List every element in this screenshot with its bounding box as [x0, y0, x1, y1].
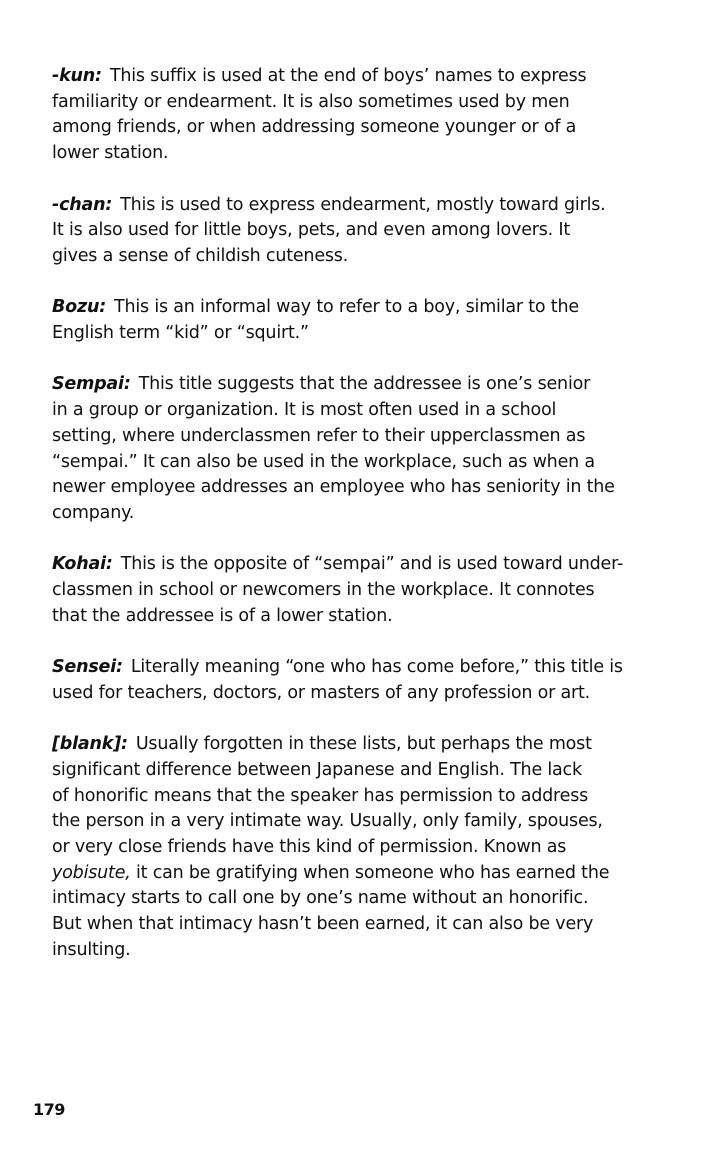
honorific-term: -kun: — [52, 66, 102, 86]
definition-text: familiarity or endearment. It is also sometimes used by men — [52, 91, 570, 112]
definition-text: This suffix is used at the end of boys’ names to express — [109, 66, 587, 86]
text-line — [52, 90, 692, 116]
honorific-entry — [52, 655, 692, 706]
definition-text: English term “kid” or “squirt.” — [52, 323, 309, 343]
text-line — [52, 398, 692, 424]
definition-text: setting, where underclassmen refer to their upperclassmen as — [52, 425, 586, 446]
honorific-term: Sempai: — [52, 374, 131, 395]
text-line — [52, 655, 692, 681]
honorific-entry — [52, 193, 692, 270]
honorific-entry — [52, 552, 692, 629]
text-line — [52, 835, 692, 861]
text-line — [52, 758, 692, 784]
definition-text: But when that intimacy hasn’t been earned, it can also be very — [52, 914, 594, 935]
definition-text: it can be gratifying when someone who has earned the — [130, 862, 610, 883]
definition-text: the person in a very intimate way. Usually, only family, spouses, — [52, 811, 603, 832]
text-line — [52, 578, 692, 604]
honorific-entry — [52, 732, 692, 963]
definition-text: This is an informal way to refer to a boy, similar to the — [114, 297, 579, 318]
italic-term: yobisute, — [52, 862, 131, 883]
text-line — [52, 244, 692, 270]
text-line — [52, 218, 692, 244]
text-line — [52, 552, 692, 578]
text-line — [52, 784, 692, 810]
text-line — [52, 115, 692, 141]
definition-text: in a group or organization. It is most often used in a school — [52, 400, 557, 421]
text-line — [52, 475, 692, 501]
definition-text: that the addressee is of a lower station. — [52, 605, 393, 626]
text-line — [52, 861, 692, 887]
text-line — [52, 912, 692, 938]
text-line — [52, 372, 692, 398]
honorific-term: -chan: — [52, 194, 113, 215]
text-line — [52, 450, 692, 476]
definition-text: “sempai.” It can also be used in the workplace, such as when a — [52, 451, 595, 472]
definition-text: insulting. — [52, 939, 131, 960]
honorific-entry — [52, 372, 692, 526]
definition-text: company. — [52, 502, 135, 523]
text-line — [52, 604, 692, 630]
definition-text: significant difference between Japanese and English. The lack — [52, 759, 582, 780]
definition-text: Usually forgotten in these lists, but perhaps the most — [135, 734, 592, 755]
text-line — [52, 809, 692, 835]
text-line — [52, 424, 692, 450]
definition-text: This is used to express endearment, mostly toward girls. — [120, 194, 606, 215]
definition-text: used for teachers, doctors, or masters of any profession or art. — [52, 682, 591, 703]
text-line — [52, 64, 692, 90]
text-line — [52, 295, 692, 321]
honorific-entry — [52, 295, 692, 346]
definition-text: among friends, or when addressing someone younger or of a — [52, 117, 577, 138]
honorific-term: Bozu: — [52, 297, 107, 318]
text-line — [52, 938, 692, 964]
text-line — [52, 321, 692, 347]
honorific-term: Kohai: — [52, 554, 113, 575]
text-line — [52, 681, 692, 707]
definition-text: It is also used for little boys, pets, and even among lovers. It — [52, 220, 571, 241]
honorific-term: Sensei: — [52, 657, 123, 678]
definition-text: Literally meaning “one who has come before,” this title is — [130, 657, 623, 678]
definition-text: lower station. — [52, 143, 169, 164]
definition-text: intimacy starts to call one by one’s name without an honorific. — [52, 888, 589, 909]
definition-text: gives a sense of childish cuteness. — [52, 245, 349, 266]
page-number: 179 — [33, 1100, 65, 1119]
honorific-entry — [52, 64, 692, 167]
definition-text: newer employee addresses an employee who has seniority in the — [52, 477, 615, 498]
definition-text: of honorific means that the speaker has permission to address — [52, 785, 589, 806]
text-line — [52, 732, 692, 758]
honorifics-notes — [52, 64, 692, 989]
text-line — [52, 193, 692, 219]
honorific-term: [blank]: — [52, 734, 128, 755]
definition-text: or very close friends have this kind of permission. Known as — [52, 837, 567, 857]
text-line — [52, 501, 692, 527]
text-line — [52, 141, 692, 167]
definition-text: classmen in school or newcomers in the workplace. It connotes — [52, 580, 595, 600]
definition-text: This is the opposite of “sempai” and is used toward under- — [120, 554, 624, 575]
definition-text: This title suggests that the addressee is one’s senior — [138, 374, 591, 395]
text-line — [52, 886, 692, 912]
